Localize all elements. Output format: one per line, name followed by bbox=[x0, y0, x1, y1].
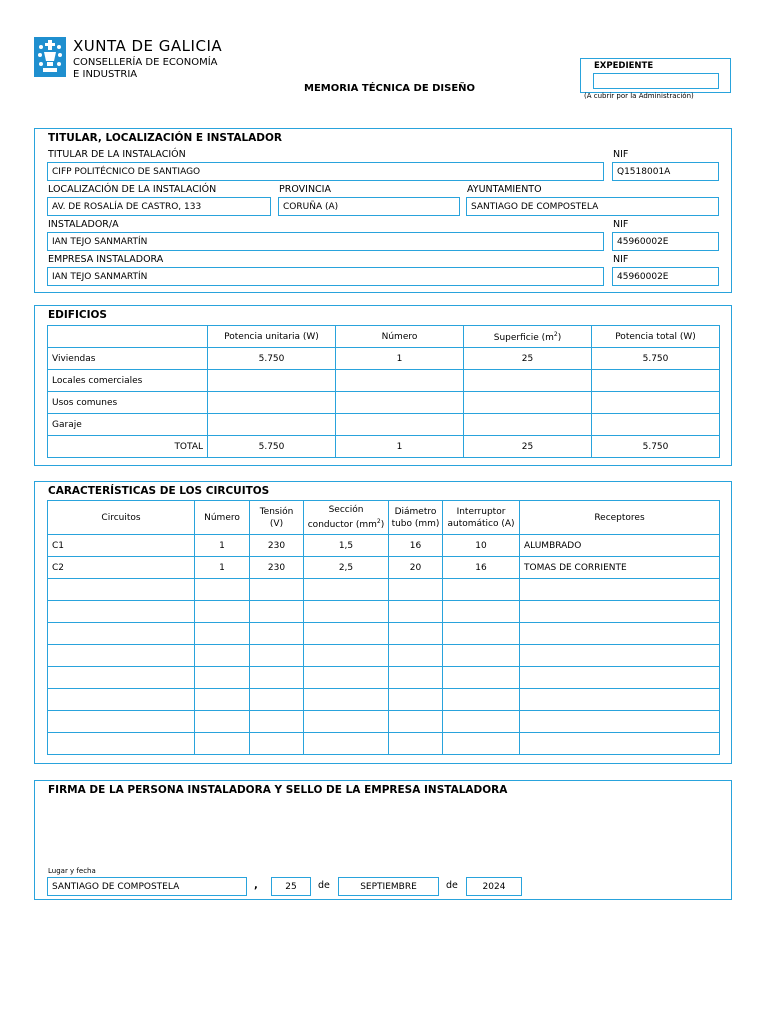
col-diametro bbox=[389, 501, 443, 535]
titular-section-title: TITULAR, LOCALIZACIÓN E INSTALADOR bbox=[48, 132, 282, 144]
row-name: Garaje bbox=[48, 414, 208, 436]
row-tension[interactable]: 230 bbox=[250, 557, 304, 579]
row-interruptor[interactable] bbox=[443, 623, 520, 645]
row-circuit[interactable] bbox=[48, 645, 195, 667]
xunta-logo bbox=[34, 37, 66, 77]
row-tension[interactable] bbox=[250, 623, 304, 645]
doc-title: MEMORIA TÉCNICA DE DISEÑO bbox=[304, 83, 476, 94]
row-interruptor[interactable]: 16 bbox=[443, 557, 520, 579]
table-row bbox=[48, 557, 720, 579]
row-tension[interactable] bbox=[250, 579, 304, 601]
row-diametro[interactable] bbox=[389, 711, 443, 733]
lugar-field[interactable]: SANTIAGO DE COMPOSTELA bbox=[47, 877, 247, 896]
col-interruptor-2: automático (A) bbox=[447, 518, 515, 529]
de-label-1: de bbox=[318, 880, 330, 891]
row-numero[interactable] bbox=[195, 579, 250, 601]
row-interruptor[interactable] bbox=[443, 601, 520, 623]
row-receptores[interactable] bbox=[520, 667, 720, 689]
localizacion-field[interactable]: AV. DE ROSALÍA DE CASTRO, 133 bbox=[47, 197, 271, 216]
expediente-label: EXPEDIENTE bbox=[594, 61, 654, 71]
col-seccion bbox=[304, 501, 389, 535]
col-diametro-2: tubo (mm) bbox=[391, 518, 440, 529]
row-tension[interactable] bbox=[250, 711, 304, 733]
table-row bbox=[48, 348, 720, 370]
col-interruptor-1: Interruptor bbox=[456, 506, 506, 517]
col-receptores: Receptores bbox=[520, 501, 720, 535]
row-seccion[interactable] bbox=[304, 689, 389, 711]
row-name: Usos comunes bbox=[48, 392, 208, 414]
ayuntamiento-label: AYUNTAMIENTO bbox=[467, 184, 542, 195]
table-row bbox=[48, 370, 720, 392]
row-sup[interactable] bbox=[464, 414, 592, 436]
titular-nif-field[interactable]: Q1518001A bbox=[612, 162, 719, 181]
firma-section-title: FIRMA DE LA PERSONA INSTALADORA Y SELLO DE LA EMPRESA INSTALADORA bbox=[48, 784, 508, 796]
col-superficie bbox=[464, 326, 592, 348]
row-numero[interactable] bbox=[195, 711, 250, 733]
row-circuit[interactable]: C2 bbox=[48, 557, 195, 579]
row-interruptor[interactable] bbox=[443, 579, 520, 601]
table-row bbox=[48, 601, 720, 623]
col-seccion-1: Sección bbox=[328, 505, 364, 515]
row-tension[interactable] bbox=[250, 667, 304, 689]
row-receptores[interactable]: ALUMBRADO bbox=[520, 535, 720, 557]
edificios-header-empty bbox=[48, 326, 208, 348]
row-seccion[interactable]: 1,5 bbox=[304, 535, 389, 557]
row-seccion[interactable] bbox=[304, 645, 389, 667]
col-seccion-2: conductor (mm bbox=[307, 520, 377, 530]
col-potencia-unitaria: Potencia unitaria (W) bbox=[208, 326, 336, 348]
titular-nif-label: NIF bbox=[613, 149, 629, 160]
row-interruptor[interactable]: 10 bbox=[443, 535, 520, 557]
circuitos-section-title: CARACTERÍSTICAS DE LOS CIRCUITOS bbox=[48, 485, 270, 497]
row-seccion[interactable] bbox=[304, 601, 389, 623]
row-circuit[interactable] bbox=[48, 623, 195, 645]
titular-label: TITULAR DE LA INSTALACIÓN bbox=[48, 149, 186, 160]
circuitos-header-row bbox=[48, 501, 720, 535]
instalador-label: INSTALADOR/A bbox=[48, 219, 119, 230]
instalador-nif-field[interactable]: 45960002E bbox=[612, 232, 719, 251]
row-tension[interactable] bbox=[250, 601, 304, 623]
row-diametro[interactable] bbox=[389, 579, 443, 601]
row-seccion[interactable] bbox=[304, 667, 389, 689]
row-name: Locales comerciales bbox=[48, 370, 208, 392]
col-numero: Número bbox=[336, 326, 464, 348]
row-interruptor[interactable] bbox=[443, 733, 520, 755]
row-receptores[interactable] bbox=[520, 579, 720, 601]
total-num[interactable]: 1 bbox=[336, 436, 464, 458]
row-sup[interactable]: 25 bbox=[464, 348, 592, 370]
row-circuit[interactable]: C1 bbox=[48, 535, 195, 557]
instalador-nif-label: NIF bbox=[613, 219, 629, 230]
provincia-field[interactable]: CORUÑA (A) bbox=[278, 197, 460, 216]
row-circuit[interactable] bbox=[48, 601, 195, 623]
comma-separator: , bbox=[254, 880, 258, 891]
col-tension-2: (V) bbox=[269, 518, 284, 529]
row-pu[interactable] bbox=[208, 392, 336, 414]
row-seccion[interactable] bbox=[304, 579, 389, 601]
row-diametro[interactable] bbox=[389, 601, 443, 623]
circuitos-table bbox=[47, 500, 720, 755]
day-field[interactable]: 25 bbox=[271, 877, 311, 896]
row-sup[interactable] bbox=[464, 392, 592, 414]
row-receptores[interactable] bbox=[520, 645, 720, 667]
empresa-field[interactable]: IAN TEJO SANMARTÍN bbox=[47, 267, 604, 286]
table-row bbox=[48, 711, 720, 733]
row-num[interactable] bbox=[336, 392, 464, 414]
col-diametro-1: Diámetro bbox=[394, 506, 437, 517]
row-numero[interactable] bbox=[195, 733, 250, 755]
row-tension[interactable] bbox=[250, 733, 304, 755]
col-superficie-sup: 2 bbox=[553, 330, 558, 338]
row-diametro[interactable] bbox=[389, 689, 443, 711]
edificios-section-title: EDIFICIOS bbox=[48, 309, 107, 321]
col-seccion-sup: 2 bbox=[376, 518, 381, 525]
circuitos-body bbox=[48, 535, 720, 755]
expediente-input[interactable] bbox=[593, 73, 719, 89]
row-circuit[interactable] bbox=[48, 711, 195, 733]
edificios-table bbox=[47, 325, 720, 458]
row-circuit[interactable] bbox=[48, 579, 195, 601]
edificios-header-row bbox=[48, 326, 720, 348]
col-tension bbox=[250, 501, 304, 535]
row-diametro[interactable] bbox=[389, 645, 443, 667]
row-name: Viviendas bbox=[48, 348, 208, 370]
table-row bbox=[48, 579, 720, 601]
row-sup[interactable] bbox=[464, 370, 592, 392]
row-tension[interactable]: 230 bbox=[250, 535, 304, 557]
row-numero[interactable] bbox=[195, 689, 250, 711]
row-tension[interactable] bbox=[250, 689, 304, 711]
col-tension-1: Tensión bbox=[259, 506, 294, 517]
provincia-label: PROVINCIA bbox=[279, 184, 331, 195]
row-receptores[interactable] bbox=[520, 689, 720, 711]
total-pu[interactable]: 5.750 bbox=[208, 436, 336, 458]
year-field[interactable]: 2024 bbox=[466, 877, 522, 896]
row-num[interactable]: 1 bbox=[336, 348, 464, 370]
col-superficie-end: ) bbox=[557, 332, 562, 343]
row-interruptor[interactable] bbox=[443, 711, 520, 733]
row-numero[interactable] bbox=[195, 667, 250, 689]
row-interruptor[interactable] bbox=[443, 689, 520, 711]
row-interruptor[interactable] bbox=[443, 645, 520, 667]
row-pt[interactable] bbox=[592, 370, 720, 392]
lugar-fecha-label: Lugar y fecha bbox=[48, 867, 96, 875]
table-row bbox=[48, 623, 720, 645]
table-row bbox=[48, 667, 720, 689]
localizacion-label: LOCALIZACIÓN DE LA INSTALACIÓN bbox=[48, 184, 217, 195]
firma-section bbox=[34, 780, 732, 900]
row-numero[interactable] bbox=[195, 623, 250, 645]
col-seccion-end: ) bbox=[380, 520, 385, 530]
row-pt[interactable] bbox=[592, 392, 720, 414]
row-tension[interactable] bbox=[250, 645, 304, 667]
empresa-label: EMPRESA INSTALADORA bbox=[48, 254, 164, 265]
titular-field[interactable]: CIFP POLITÉCNICO DE SANTIAGO bbox=[47, 162, 604, 181]
empresa-nif-label: NIF bbox=[613, 254, 629, 265]
row-numero[interactable] bbox=[195, 601, 250, 623]
row-numero[interactable] bbox=[195, 645, 250, 667]
total-row bbox=[48, 436, 720, 458]
row-num[interactable] bbox=[336, 414, 464, 436]
empresa-nif-field[interactable]: 45960002E bbox=[612, 267, 719, 286]
row-receptores[interactable] bbox=[520, 623, 720, 645]
org-name: XUNTA DE GALICIA bbox=[73, 37, 223, 55]
row-pt[interactable]: 5.750 bbox=[592, 348, 720, 370]
row-seccion[interactable] bbox=[304, 623, 389, 645]
row-diametro[interactable] bbox=[389, 667, 443, 689]
month-field[interactable]: SEPTIEMBRE bbox=[338, 877, 439, 896]
row-receptores[interactable] bbox=[520, 711, 720, 733]
xunta-shield-icon bbox=[34, 37, 66, 77]
ayuntamiento-field[interactable]: SANTIAGO DE COMPOSTELA bbox=[466, 197, 719, 216]
row-num[interactable] bbox=[336, 370, 464, 392]
row-seccion[interactable] bbox=[304, 711, 389, 733]
row-circuit[interactable] bbox=[48, 733, 195, 755]
col-potencia-total: Potencia total (W) bbox=[592, 326, 720, 348]
dept-line2: E INDUSTRIA bbox=[73, 69, 138, 80]
titular-section bbox=[34, 128, 732, 293]
col-superficie-text: Superficie (m bbox=[493, 332, 554, 343]
col-numero: Número bbox=[195, 501, 250, 535]
expediente-box bbox=[580, 58, 731, 93]
total-pt[interactable]: 5.750 bbox=[592, 436, 720, 458]
row-pu[interactable] bbox=[208, 370, 336, 392]
row-interruptor[interactable] bbox=[443, 667, 520, 689]
row-receptores[interactable] bbox=[520, 601, 720, 623]
row-diametro[interactable]: 20 bbox=[389, 557, 443, 579]
table-row bbox=[48, 689, 720, 711]
de-label-2: de bbox=[446, 880, 458, 891]
row-pt[interactable] bbox=[592, 414, 720, 436]
row-seccion[interactable] bbox=[304, 733, 389, 755]
row-circuit[interactable] bbox=[48, 667, 195, 689]
row-seccion[interactable]: 2,5 bbox=[304, 557, 389, 579]
row-pu[interactable]: 5.750 bbox=[208, 348, 336, 370]
dept-line1: CONSELLERÍA DE ECONOMÍA bbox=[73, 57, 218, 68]
total-sup[interactable]: 25 bbox=[464, 436, 592, 458]
col-interruptor bbox=[443, 501, 520, 535]
row-diametro[interactable]: 16 bbox=[389, 535, 443, 557]
row-receptores[interactable] bbox=[520, 733, 720, 755]
table-row bbox=[48, 414, 720, 436]
row-numero[interactable]: 1 bbox=[195, 557, 250, 579]
col-circuitos: Circuitos bbox=[48, 501, 195, 535]
row-circuit[interactable] bbox=[48, 689, 195, 711]
table-row bbox=[48, 535, 720, 557]
row-diametro[interactable] bbox=[389, 733, 443, 755]
admin-note: (A cubrir por la Administración) bbox=[584, 92, 694, 100]
total-label: TOTAL bbox=[48, 436, 208, 458]
table-row bbox=[48, 733, 720, 755]
row-numero[interactable]: 1 bbox=[195, 535, 250, 557]
row-pu[interactable] bbox=[208, 414, 336, 436]
row-diametro[interactable] bbox=[389, 623, 443, 645]
table-row bbox=[48, 645, 720, 667]
instalador-field[interactable]: IAN TEJO SANMARTÍN bbox=[47, 232, 604, 251]
table-row bbox=[48, 392, 720, 414]
row-receptores[interactable]: TOMAS DE CORRIENTE bbox=[520, 557, 720, 579]
